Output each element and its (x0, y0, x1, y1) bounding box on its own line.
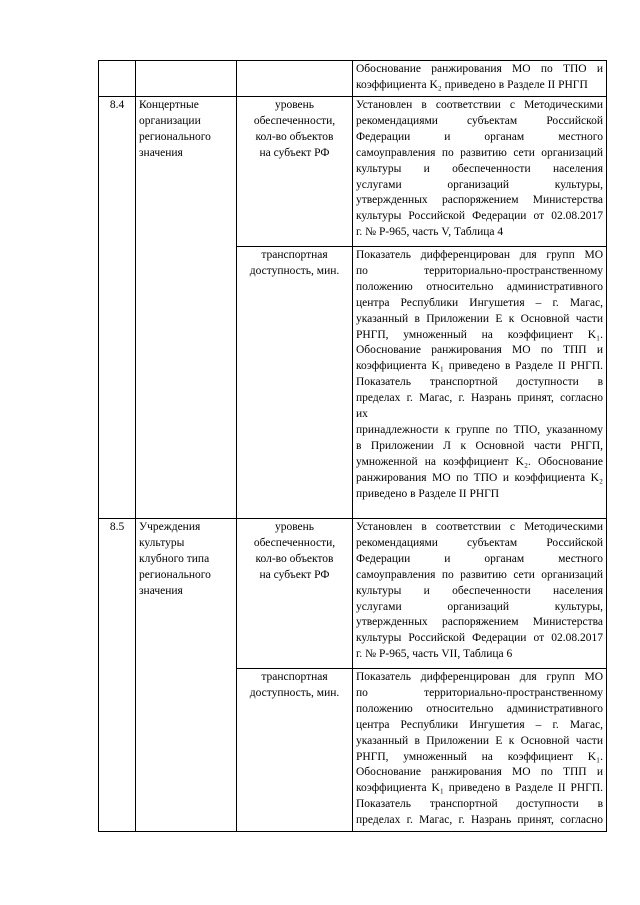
table-row-continuation (99, 61, 607, 97)
continuation-text: Обоснование ранжирования МО по ТПО и коэффициента K₂ приведено в Разделе II РНГП (356, 63, 603, 91)
criterion-label: уровень обеспеченности, кол-во объектов на субъект РФ (237, 97, 353, 247)
row-number: 8.5 (99, 519, 136, 832)
table-row (99, 519, 607, 669)
cell-criterion-empty (237, 61, 353, 97)
criterion-label: транспортная доступность, мин. (237, 247, 353, 519)
table-row (99, 97, 607, 247)
row-number: 8.4 (99, 97, 136, 519)
criterion-justification: Установлен в соответствии с Методическими рекомендациями субъектам Российской Федерации и органам местного самоуправления по развитию сети организаций культуры и обеспеченности населения услугами организаций культуры, утвержденных распоряжением Министерства культуры Российской Федерации от 02.08.2017 г. № Р-965, часть VII, Таблица 6 (353, 519, 607, 669)
criterion-justification: Показатель дифференцирован для групп МО по территориально-пространственному положению относительно административного центра Республики Ингушетия – г. Магас, указанный в Приложении Е к Основной части РНГП, умноженный на коэффициент K₁. Обоснование ранжирования МО по ТПП и коэффициента K₁ приведено в Разделе II РНГП. Показатель транспортной доступности в пределах г. Магас, г. Назрань принят, согласно их принадлежности к группе по ТПО, указанному в Приложении Л к Основной части РНГП, умноженной на коэффициент K₂. Обоснование ранжирования МО по ТПО и коэффициента K₂ приведено в Разделе II РНГП (353, 247, 607, 519)
norms-table (98, 60, 607, 832)
facility-name: Учреждения культуры клубного типа регионального значения (136, 519, 237, 832)
criterion-justification: Показатель дифференцирован для групп МО по территориально-пространственному положению относительно административного центра Республики Ингушетия – г. Магас, указанный в Приложении Е к Основной части РНГП, умноженный на коэффициент K₁. Обоснование ранжирования МО по ТПП и коэффициента K₁ приведено в Разделе II РНГП. Показатель транспортной доступности в пределах г. Магас, г. Назрань принят, согласно (353, 669, 607, 832)
criterion-label: транспортная доступность, мин. (237, 669, 353, 832)
facility-name: Концертные организации регионального значения (136, 97, 237, 519)
cell-number-empty (99, 61, 136, 97)
cell-name-empty (136, 61, 237, 97)
cell-justification-continuation (353, 61, 607, 97)
criterion-justification: Установлен в соответствии с Методическими рекомендациями субъектам Российской Федерации и органам местного самоуправления по развитию сети организаций культуры и обеспеченности населения услугами организаций культуры, утвержденных распоряжением Министерства культуры Российской Федерации от 02.08.2017 г. № Р-965, часть V, Таблица 4 (353, 97, 607, 247)
criterion-label: уровень обеспеченности, кол-во объектов на субъект РФ (237, 519, 353, 669)
